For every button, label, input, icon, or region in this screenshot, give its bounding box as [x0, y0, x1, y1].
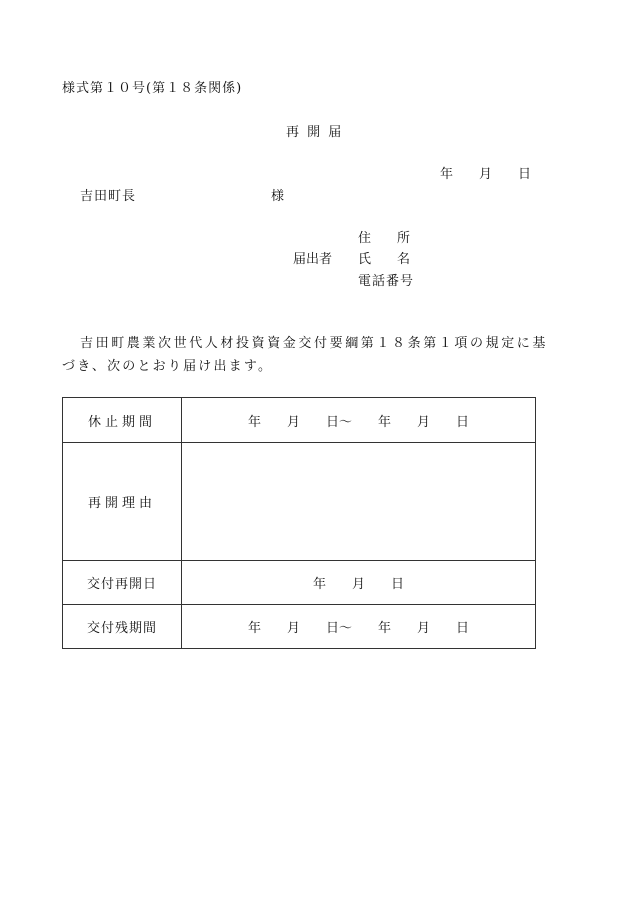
applicant-phone-label: 電話番号 [358, 274, 415, 289]
honorific: 様 [271, 189, 285, 204]
resumption-date-label: 交付再開日 [63, 561, 182, 605]
applicant-address-label: 住 所 [358, 231, 411, 246]
body-text-line-1: 吉田町農業次世代人材投資資金交付要綱第１８条第１項の規定に基 [80, 336, 549, 351]
table-row-suspension-period [63, 398, 536, 443]
resumption-date-value: 年 月 日 [182, 561, 536, 605]
resumption-reason-value [182, 443, 536, 561]
applicant-prefix-label: 届出者 [293, 252, 333, 267]
submission-date: 年 月 日 [440, 167, 532, 182]
document-title: 再 開 届 [286, 125, 344, 140]
remaining-period-label: 交付残期間 [63, 605, 182, 649]
suspension-period-label: 休止期間 [63, 398, 182, 443]
table-row-resumption-reason [63, 443, 536, 561]
resumption-reason-label: 再開理由 [63, 443, 182, 561]
resumption-form-table [62, 397, 536, 649]
remaining-period-value: 年 月 日～ 年 月 日 [182, 605, 536, 649]
suspension-period-value: 年 月 日～ 年 月 日 [182, 398, 536, 443]
form-number: 様式第１０号(第１８条関係) [62, 81, 243, 96]
table-row-resumption-date [63, 561, 536, 605]
table-row-remaining-period [63, 605, 536, 649]
body-text-line-2: づき、次のとおり届け出ます。 [62, 359, 274, 374]
addressee: 吉田町長 [80, 189, 137, 204]
applicant-name-label: 氏 名 [358, 252, 411, 267]
